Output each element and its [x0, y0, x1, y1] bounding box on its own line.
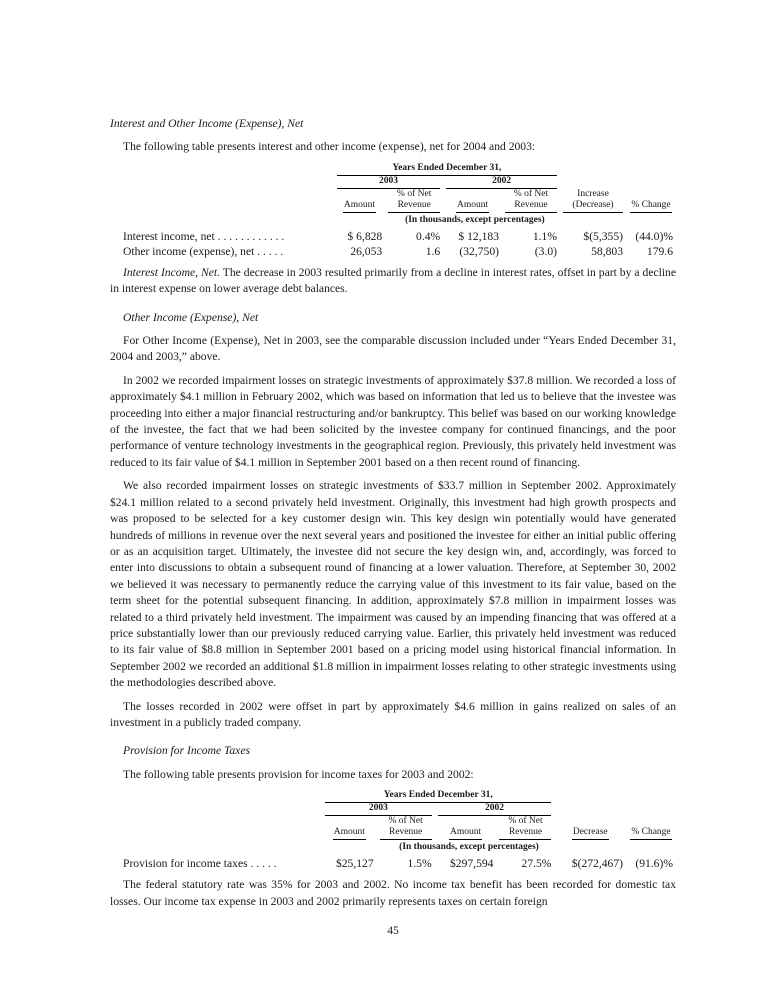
table-cell: $ 6,828 [347, 229, 383, 243]
table-cell: (32,750) [459, 244, 499, 258]
paragraph: The following table presents provision for income taxes for 2003 and 2002: [123, 767, 474, 781]
table-cell: 58,803 [591, 244, 623, 258]
column-header: Amount [333, 827, 366, 840]
section-heading: Provision for Income Taxes [123, 744, 250, 758]
table-row [110, 856, 676, 871]
table-cell: 27.5% [521, 857, 552, 871]
year-header: 2002 [446, 176, 557, 189]
column-header: % of Net Revenue [505, 189, 557, 213]
column-header: % of Net Revenue [499, 816, 551, 840]
table-cell: 179.6 [646, 244, 673, 258]
table-group-header: Years Ended December 31, [337, 163, 557, 176]
table-cell: (44.0)% [635, 229, 673, 243]
units-note: (In thousands, except percentages) [399, 842, 539, 853]
table-cell: 26,053 [350, 244, 383, 258]
table-cell: (91.6)% [635, 857, 673, 871]
table-cell: (3.0) [534, 244, 557, 258]
row-label: Provision for income taxes . . . . . [123, 857, 277, 871]
column-header: % Change [630, 827, 671, 840]
run-in-heading: Interest Income, Net. [123, 265, 220, 279]
year-header: 2003 [325, 803, 432, 816]
row-label: Other income (expense), net . . . . . [123, 244, 284, 258]
paragraph: The following table presents interest and other income (expense), net for 2004 and 2003: [123, 140, 536, 154]
section-heading: Other Income (Expense), Net [123, 310, 259, 324]
table-cell: 1.5% [407, 857, 432, 871]
column-header: % of Net Revenue [388, 189, 440, 213]
table-cell: $(5,355) [583, 229, 623, 243]
year-header: 2003 [337, 176, 440, 189]
paragraph-text: The decrease in 2003 resulted primarily from a decline in interest rates, offset in part by a decline in interest expense on lower average debt balances. [110, 265, 676, 296]
column-header: % Change [630, 200, 671, 213]
table-cell: $297,594 [449, 857, 494, 871]
table-cell: $(272,467) [571, 857, 623, 871]
table-row [110, 229, 676, 244]
column-header: Decrease [572, 827, 609, 840]
section-heading: Interest and Other Income (Expense), Net [110, 117, 304, 130]
column-header: Amount [456, 200, 489, 213]
column-header: Increase (Decrease) [563, 189, 623, 213]
paragraph: The losses recorded in 2002 were offset in part by approximately $4.6 million in gains realized on sales of an investment in a publicly traded company. [110, 699, 676, 729]
year-header: 2002 [438, 803, 552, 816]
table-cell: 1.6 [425, 244, 441, 258]
paragraph: In 2002 we recorded impairment losses on strategic investments of approximately $37.8 million. We recorded a loss of approximately $4.1 million in February 2002, which was based on information that led us to believe that the investee was proceeding into either a major financial restructuring and/or bankruptcy. This belief was based on our working knowledge of the investee, the fact that we had been solicited by the investee company for continued financings, and the poor performance of venture technology investments in the geographical region. Previously, this privately held investment was reduced to its fair value of $4.1 million in September 2001 based on a then recent round of financing. [110, 373, 676, 469]
table-cell: $ 12,183 [458, 229, 499, 243]
table-cell: $25,127 [335, 857, 374, 871]
income-tax-table [110, 790, 676, 871]
interest-income-table [110, 163, 676, 259]
paragraph [110, 265, 676, 298]
paragraph: We also recorded impairment losses on strategic investments of $33.7 million in September 2002. Approximately $24.1 million related to a second privately held investment. Originally, this investment had high growth prospects and was proposed to be selected for a key customer design win. This key design win potentially would have generated hundreds of millions in revenue over the next several years and positioned the investee for either an initial public offering or as an acquisition target. Ultimately, the investee did not secure the key design win, and, accordingly, was forced to enter into discussions to obtain a subsequent round of financing at a lower valuation. Therefore, at September 30, 2002 we believed it was necessary to permanently reduce the carrying value of this investment to its fair value, based on the term sheet for the potential subsequent financing. In addition, approximately $7.8 million in impairment losses was related to a third privately held investment. The impairment was caused by an impending financing that was offered at a price substantially lower than our previously reduced carrying value. Earlier, this privately held investment was reduced to its fair value of $8.8 million in September 2001 based on a pricing model using historical financial information. In September 2002 we recorded an additional $1.8 million in impairment losses relating to other strategic investments using the methodologies described above. [110, 479, 676, 690]
row-label: Interest income, net . . . . . . . . . . . . [123, 229, 285, 243]
column-header: Amount [343, 200, 376, 213]
table-cell: 0.4% [416, 229, 441, 243]
paragraph: The federal statutory rate was 35% for 2003 and 2002. No income tax benefit has been recorded for domestic tax losses. Our income tax expense in 2003 and 2002 primarily represents taxes on certain foreign [110, 878, 676, 908]
table-group-header: Years Ended December 31, [325, 790, 551, 803]
column-header: % of Net Revenue [380, 816, 432, 840]
table-cell: 1.1% [532, 229, 557, 243]
column-header: Amount [449, 827, 482, 840]
table-row [110, 244, 676, 259]
units-note: (In thousands, except percentages) [405, 214, 545, 225]
page-number: 45 [387, 924, 399, 937]
paragraph: For Other Income (Expense), Net in 2003, see the comparable discussion included under “Years Ended December 31, 2004 and 2003,” above. [110, 334, 676, 364]
